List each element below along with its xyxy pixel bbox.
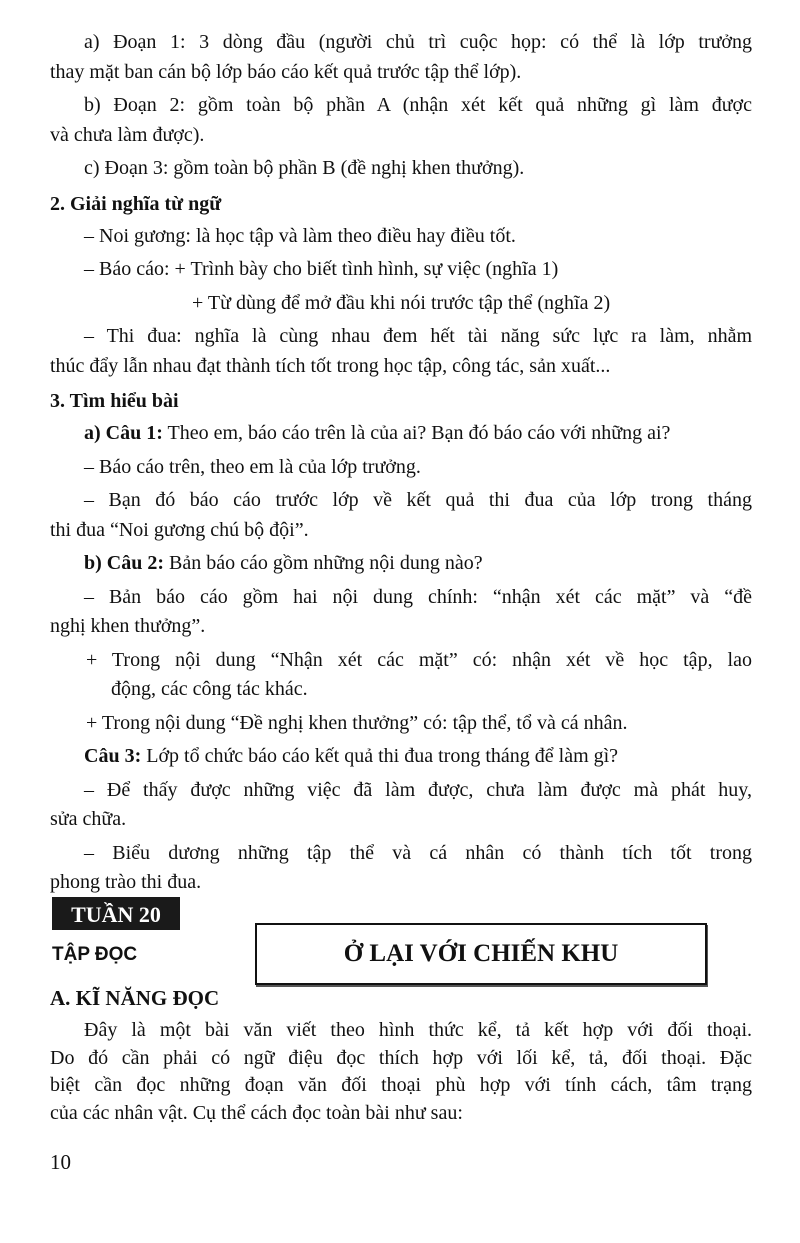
question-text: Bản báo cáo gồm những nội dung nào? <box>164 552 483 574</box>
answer-paragraph <box>50 486 752 545</box>
answer-bullet <box>50 646 752 705</box>
definition-bao-cao-1: – Báo cáo: + Trình bày cho biết tình hình, sự việc (nghĩa 1) <box>84 258 559 280</box>
text-line: phong trào thi đua. <box>50 871 202 893</box>
page-number: 10 <box>50 1150 71 1174</box>
text-line: của các nhân vật. Cụ thể cách đọc toàn bài như sau: <box>50 1101 463 1124</box>
text-line: động, các công tác khác. <box>111 678 308 700</box>
lesson-title: Ở LẠI VỚI CHIẾN KHU <box>255 923 707 985</box>
answer-line: – Báo cáo trên, theo em là của lớp trưởng. <box>84 455 421 478</box>
text-line: Đây là một bài văn viết theo hình thức kể, tả kết hợp với đối thoại. <box>84 1019 752 1041</box>
text-line: a) Đoạn 1: 3 dòng đầu (người chủ trì cuộc họp: có thể là lớp trưởng <box>84 31 752 53</box>
text-line: – Thi đua: nghĩa là cùng nhau đem hết tài năng sức lực ra làm, nhằm <box>84 325 752 347</box>
text-line: + Trong nội dung “Nhận xét các mặt” có: nhận xét về học tập, lao <box>86 648 752 671</box>
answer-paragraph <box>50 583 752 642</box>
text-line: nghị khen thưởng”. <box>50 615 206 637</box>
text-line: thúc đẩy lẫn nhau đạt thành tích tốt trong học tập, công tác, sản xuất... <box>50 354 611 377</box>
heading-ki-nang-doc: A. KĨ NĂNG ĐỌC <box>50 986 220 1010</box>
week-badge: TUẦN 20 <box>52 897 180 930</box>
heading-tim-hieu-bai: 3. Tìm hiểu bài <box>50 390 179 412</box>
paragraph-doan-2 <box>50 91 752 150</box>
text-line: + Trong nội dung “Đề nghị khen thưởng” có: tập thể, tổ và cá nhân. <box>86 711 628 734</box>
question-1 <box>50 419 752 449</box>
text-line: và chưa làm được). <box>50 123 205 146</box>
answer-paragraph <box>50 776 752 835</box>
text-line: thay mặt ban cán bộ lớp báo cáo kết quả trước tập thể lớp). <box>50 60 522 83</box>
paragraph-doan-1 <box>50 28 752 87</box>
definition-noi-guong: – Noi gương: là học tập và làm theo điều hay điều tốt. <box>84 224 516 247</box>
heading-giai-nghia: 2. Giải nghĩa từ ngữ <box>50 192 222 215</box>
question-label: a) Câu 1: <box>84 422 163 444</box>
text-line: b) Đoạn 2: gồm toàn bộ phần A (nhận xét kết quả những gì làm được <box>84 94 752 116</box>
text-line: thi đua “Noi gương chú bộ đội”. <box>50 518 309 541</box>
page-body <box>50 28 752 902</box>
text-line: biệt cần đọc những đoạn văn đối thoại phù hợp với tính cách, tâm trạng <box>50 1074 752 1096</box>
text-line: – Biểu dương những tập thể và cá nhân có thành tích tốt trong <box>84 841 752 864</box>
question-text: Theo em, báo cáo trên là của ai? Bạn đó báo cáo với những ai? <box>162 422 671 444</box>
lesson-genre: TẬP ĐỌC <box>52 944 138 965</box>
text-line: Do đó cần phải có ngữ điệu đọc thích hợp với lối kể, tả, đối thoại. Đặc <box>50 1046 752 1069</box>
question-label: b) Câu 2: <box>84 552 165 574</box>
question-3 <box>50 742 752 772</box>
question-2 <box>50 549 752 579</box>
text-line: c) Đoạn 3: gồm toàn bộ phần B (đề nghị khen thưởng). <box>84 157 525 179</box>
definition-bao-cao-2: + Từ dùng để mở đầu khi nói trước tập thể (nghĩa 2) <box>192 291 611 314</box>
question-label: Câu 3: <box>84 745 142 767</box>
text-line: – Để thấy được những việc đã làm được, chưa làm được mà phát huy, <box>84 778 752 801</box>
answer-paragraph <box>50 839 752 898</box>
answer-bullet <box>50 709 752 739</box>
intro-paragraph <box>50 1017 752 1127</box>
text-line: – Bạn đó báo cáo trước lớp về kết quả thi đua của lớp trong tháng <box>84 489 752 511</box>
question-text: Lớp tổ chức báo cáo kết quả thi đua trong tháng để làm gì? <box>141 745 619 767</box>
definition-thi-dua <box>50 322 752 381</box>
text-line: sửa chữa. <box>50 808 127 830</box>
text-line: – Bản báo cáo gồm hai nội dung chính: “nhận xét các mặt” và “đề <box>84 585 752 608</box>
paragraph-doan-3 <box>50 154 752 184</box>
